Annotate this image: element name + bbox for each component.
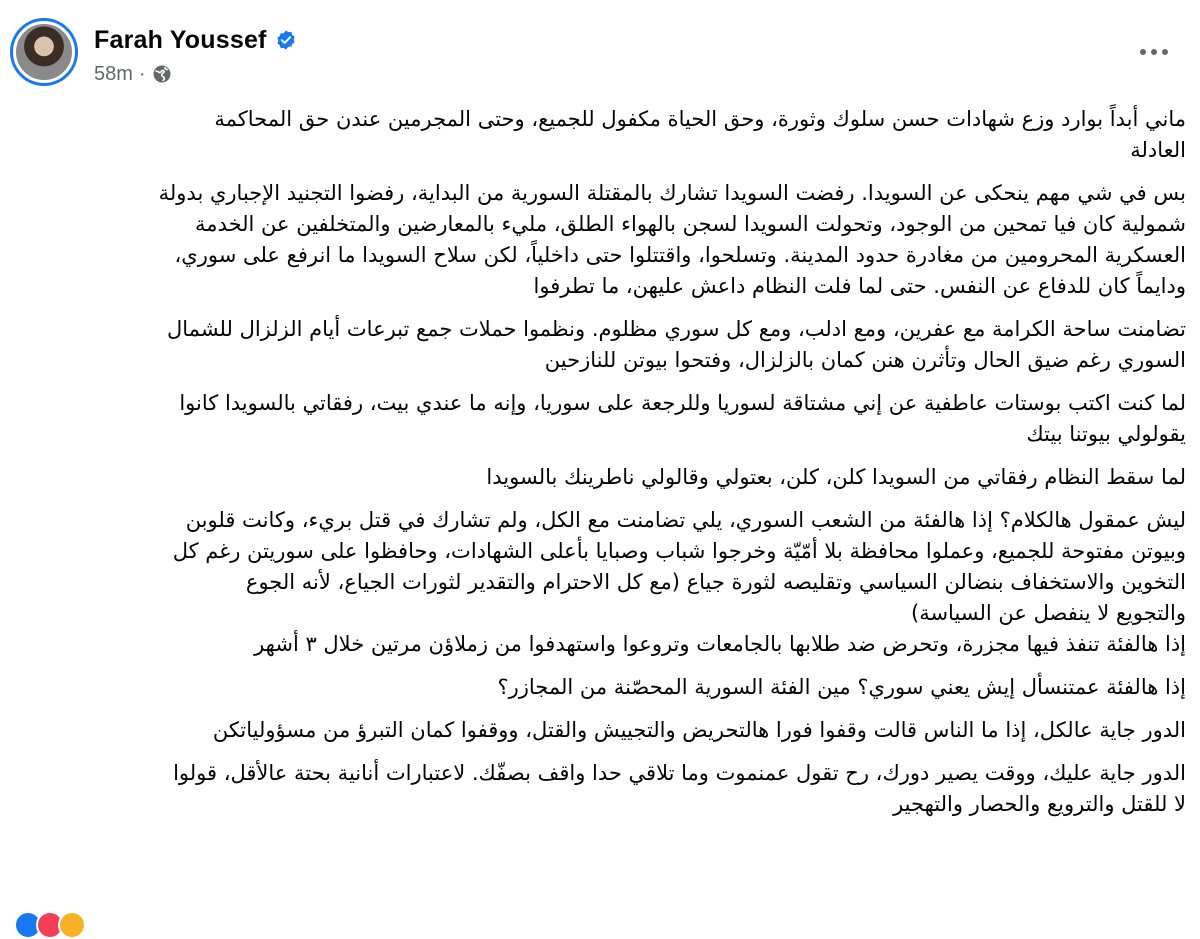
post-text-line: ليش عمقول هالكلام؟ إذا هالفئة من الشعب السوري، يلي تضامنت مع الكل، ولم تشارك في قتل بريء، وكانت قلوبن <box>185 508 1186 532</box>
post-text-line: بس في شي مهم ينحكى عن السويدا. رفضت السويدا تشارك بالمقتلة السورية من البداية، رفضوا التجنيد الإجباري بدولة <box>158 181 1186 205</box>
post-text-line: السوري رغم ضيق الحال وتأثرن هنن كمان بالزلزال، وفتحوا بيوتن للنازحين <box>544 348 1186 372</box>
post-paragraph <box>14 462 1186 493</box>
post-text-line: يقولولي بيوتنا بيتك <box>1026 422 1186 446</box>
more-options-button[interactable] <box>1128 34 1180 70</box>
post-text-line: لما سقط النظام رفقاتي من السويدا كلن، كلن، بعتولي وقالولي ناطرينك بالسويدا <box>486 465 1186 489</box>
more-options-icon <box>1140 49 1168 55</box>
post-text-line: وبيوتن مفتوحة للجميع، وعملوا محافظة بلا أمّيّة وخرجوا شباب وصبايا بأعلى الشهادات، وحافظوا على سوريتن رغم كل <box>172 539 1186 563</box>
post-text-line: شمولية كان فيا تمحين من الوجود، وتحولت السويدا لسجن بالهواء الطلق، مليء بالمعارضين والمتخلفين عن الخدمة <box>195 212 1186 236</box>
post-paragraph <box>14 715 1186 746</box>
reactions-summary[interactable] <box>14 912 80 938</box>
author-name[interactable]: Farah Youssef <box>94 25 267 54</box>
post-text-line: تضامنت ساحة الكرامة مع عفرين، ومع ادلب، ومع كل سوري مظلوم. ونظموا حملات جمع تبرعات أيام الزلزال للشمال <box>167 317 1186 341</box>
post-paragraph <box>14 104 1186 166</box>
post-paragraph <box>14 178 1186 302</box>
post-paragraph <box>14 758 1186 820</box>
post-paragraph <box>14 314 1186 376</box>
haha-icon <box>58 911 86 939</box>
post-meta <box>94 60 172 88</box>
post-text-line: والتجويع لا ينفصل عن السياسة) <box>911 601 1186 625</box>
post-text-line: الدور جاية عليك، ووقت يصير دورك، رح تقول عمنموت وما تلاقي حدا واقف بصفّك. لاعتبارات أنانية بحتة عالأقل، قولوا <box>173 761 1186 785</box>
post-paragraph <box>14 672 1186 703</box>
author-avatar[interactable] <box>10 18 78 86</box>
post-paragraph <box>14 388 1186 450</box>
post-text-line: العادلة <box>1130 138 1186 162</box>
post-text-line: ماني أبداً بوارد وزع شهادات حسن سلوك وثورة، وحق الحياة مكفول للجميع، وحتى المجرمين عندن حق المحاكمة <box>214 107 1186 131</box>
post-body <box>14 104 1186 832</box>
post-header <box>0 0 1200 100</box>
post-text-line: العسكرية المحرومين من مغادرة حدود المدينة. وتسلحوا، واقتتلوا حتى داخلياً، لكن سلاح السويدا ما انرفع على سوري، <box>174 243 1186 267</box>
avatar-photo <box>13 21 75 83</box>
post-text-line: إذا هالفئة تنفذ فيها مجزرة، وتحرض ضد طلابها بالجامعات وتروعوا واستهدفوا من زملاؤن مرتين خلال ٣ أشهر <box>254 632 1186 656</box>
post-text-line: إذا هالفئة عمتنسأل إيش يعني سوري؟ مين الفئة السورية المحصّنة من المجازر؟ <box>497 675 1186 699</box>
post-text-line: الدور جاية عالكل، إذا ما الناس قالت وقفوا فورا هالتحريض والتجييش والقتل، ووقفوا كمان التبرؤ من مسؤولياتكن <box>212 718 1186 742</box>
meta-separator: · <box>138 62 146 85</box>
post-text-line: التخوين والاستخفاف بنضالن السياسي وتقليصه لثورة جياع (مع كل الاحترام والتقدير لثورات الجياع، لأنه الجوع <box>245 570 1186 594</box>
verified-badge-icon <box>275 29 297 51</box>
post-timestamp[interactable]: 58m <box>94 62 133 85</box>
post-text-line: ودايماً كان للدفاع عن النفس. حتى لما فلت النظام داعش عليهن، ما تطرفوا <box>533 274 1186 298</box>
post-text-line: لا للقتل والترويع والحصار والتهجير <box>893 792 1186 816</box>
globe-icon[interactable] <box>152 64 172 84</box>
post-paragraph <box>14 505 1186 660</box>
author-name-row <box>94 24 297 56</box>
post-text-line: لما كنت اكتب بوستات عاطفية عن إني مشتاقة لسوريا وللرجعة على سوريا، وإنه ما عندي بيت، رفقاتي بالسويدا كانوا <box>179 391 1186 415</box>
